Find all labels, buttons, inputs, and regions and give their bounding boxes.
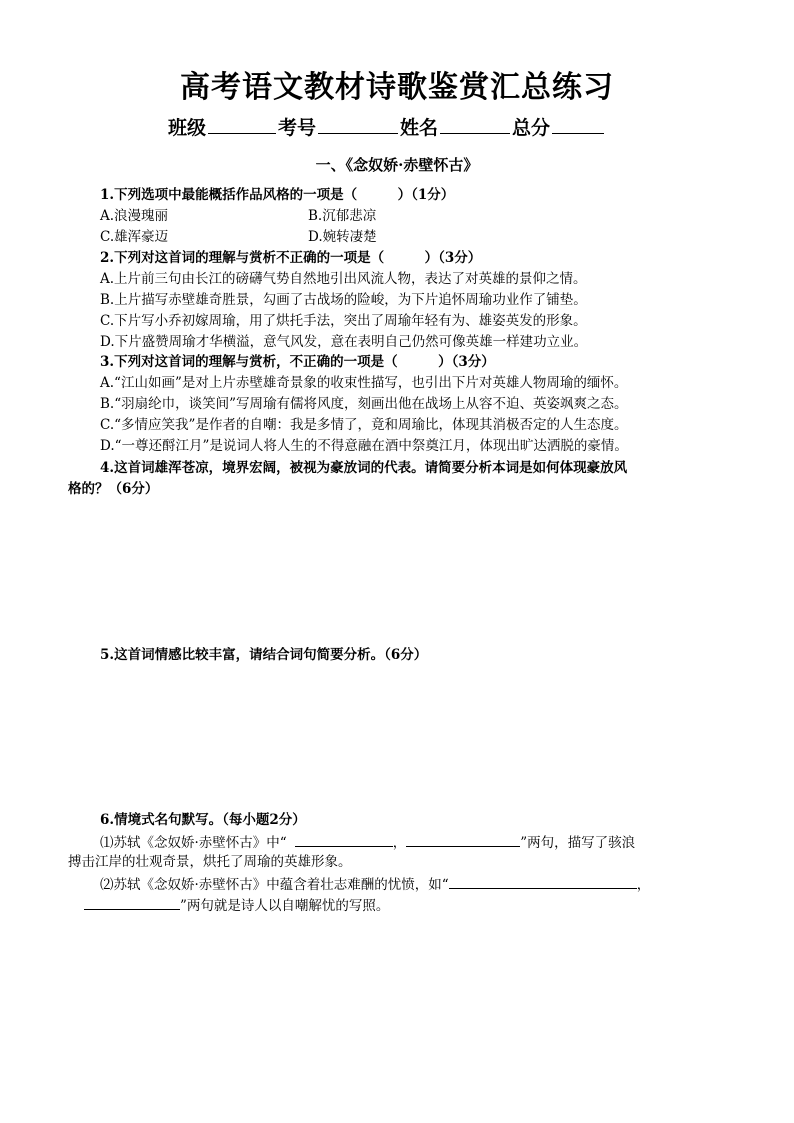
q2-option-a: A.上片前三句由长江的磅礴气势自然地引出风流人物，表达了对英雄的景仰之情。 [100,271,587,287]
q4-stem-line1: 4.这首词雄浑苍凉，境界宏阔，被视为豪放词的代表。请简要分析本词是如何体现豪放风 [100,460,628,476]
q3-option-a: A.“江山如画”是对上片赤壁雄奇景象的收束性描写，也引出下片对英雄人物周瑜的缅怀。 [100,375,628,391]
class-blank[interactable] [208,115,276,134]
score-label: 总分 [512,117,551,139]
student-info-row [168,113,606,140]
q6-sentence2-line2 [84,895,389,915]
q4-stem-line2: 格的？（6分） [68,481,159,497]
q2-option-d: D.下片盛赞周瑜才华横溢，意气风发，意在表明自己仍然可像英雄一样建功立业。 [100,334,588,350]
q3-stem: 3.下列对这首词的理解与赏析，不正确的一项是（ ）（3分） [100,354,495,370]
q6-s1-suffix: ”两句，描写了骇浪 [520,835,636,851]
q3-option-c: C.“多情应笑我”是作者的自嘲：我是多情了，竟和周瑜比，体现其消极否定的人生态度。 [100,417,628,433]
section-title: 一、《念奴娇·赤壁怀古》 [315,156,479,174]
q2-option-c: C.下片写小乔初嫁周瑜，用了烘托手法，突出了周瑜年轻有为、雄姿英发的形象。 [100,313,587,329]
q1-option-a: A.浪漫瑰丽 [100,208,169,224]
q6-sentence2 [100,874,650,894]
worksheet-title: 高考语文教材诗歌鉴赏汇总练习 [180,70,614,105]
q6-s1-prefix: ⑴苏轼《念奴娇·赤壁怀古》中“ [100,835,287,851]
name-label: 姓名 [400,117,439,139]
q1-option-c: C.雄浑豪迈 [100,229,169,245]
q2-option-b: B.上片描写赤壁雄奇胜景，勾画了古战场的险峻，为下片追怀周瑜功业作了铺垫。 [100,292,587,308]
q6-s1-blank1[interactable] [295,832,393,847]
q6-s1-blank2[interactable] [406,832,520,847]
q1-stem: 1.下列选项中最能概括作品风格的一项是（ ）（1分） [100,187,455,203]
q6-s2-prefix: ⑵苏轼《念奴娇·赤壁怀古》中蕴含着壮志难酬的忧愤，如“ [100,877,449,893]
q5-stem: 5.这首词情感比较丰富，请结合词句简要分析。（6分） [100,647,428,663]
q6-s2-suffix: ”两句就是诗人以自嘲解忧的写照。 [180,898,390,914]
q6-s2-blank1[interactable] [449,874,637,889]
q1-option-d: D.婉转凄楚 [308,229,377,245]
q6-s2-comma: ， [636,877,651,893]
q2-stem: 2.下列对这首词的理解与赏析不正确的一项是（ ）（3分） [100,250,482,266]
name-blank[interactable] [440,115,510,134]
q6-s1-comma: ， [392,835,407,851]
exam-no-blank[interactable] [318,115,398,134]
q3-option-d: D.“一尊还酹江月”是说词人将人生的不得意融在酒中祭奠江月，体现出旷达洒脱的豪情。 [100,438,628,454]
class-label: 班级 [168,117,207,139]
q3-option-b: B.“羽扇纶巾，谈笑间”写周瑜有儒将风度，刻画出他在战场上从容不迫、英姿飒爽之态。 [100,396,628,412]
score-blank[interactable] [552,115,604,134]
q6-sentence1-line2: 搏击江岸的壮观奇景，烘托了周瑜的英雄形象。 [68,854,352,870]
q6-stem: 6.情境式名句默写。（每小题2分） [100,812,306,828]
q6-s2-blank2[interactable] [84,895,180,910]
exam-no-label: 考号 [278,117,317,139]
q6-sentence1 [100,832,635,852]
q1-option-b: B.沉郁悲凉 [308,208,377,224]
